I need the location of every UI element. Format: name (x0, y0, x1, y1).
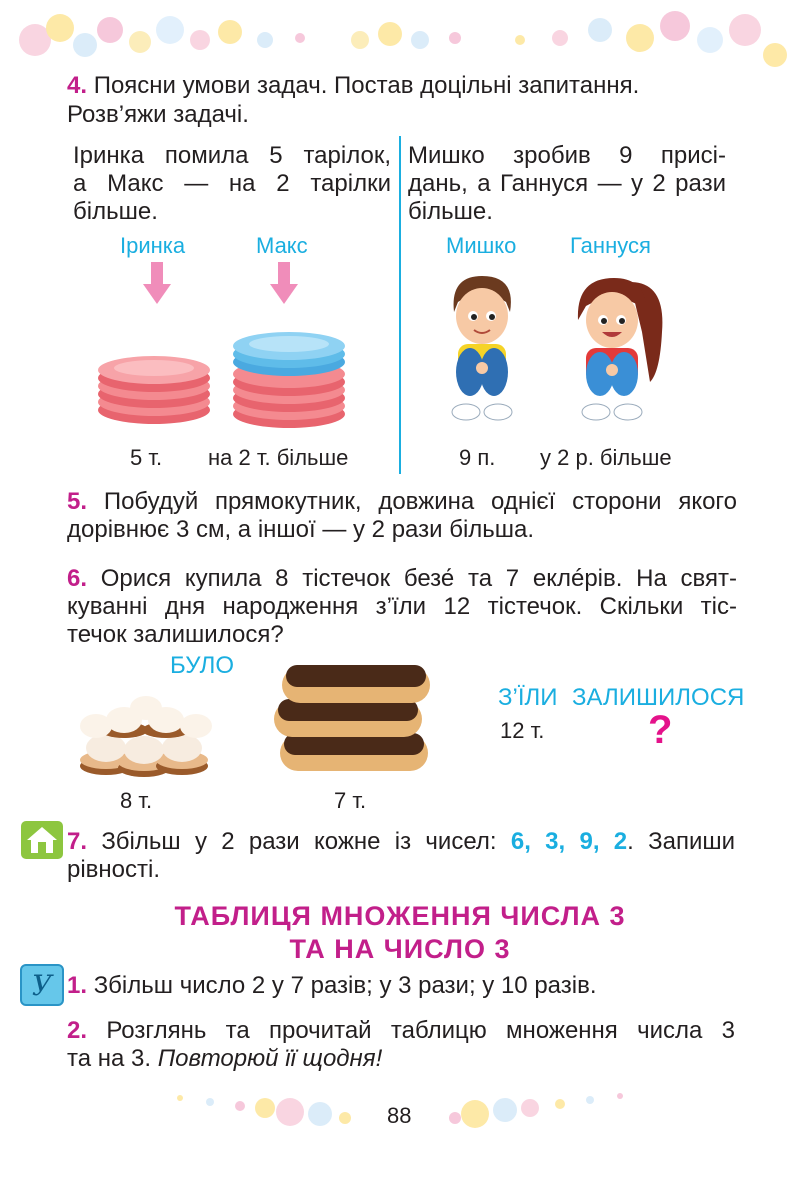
down-arrow-icon (270, 262, 298, 304)
task5-line1 (67, 488, 737, 516)
task2-line1 (67, 1017, 735, 1045)
down-arrow-icon (143, 262, 171, 304)
task5-text: Побудуй прямокутник, довжина однієї сторони якого (103, 488, 738, 515)
task2-line2 (67, 1045, 735, 1073)
task7-numbers: 6, 3, 9, 2 (510, 828, 628, 855)
task2-plain: та на 3. (67, 1045, 152, 1072)
task4-text: Поясни умови задач. Постав доцільні запитання. (93, 72, 640, 99)
vertical-divider (399, 136, 401, 474)
left-text-line: а Макс — на 2 тарілки (73, 170, 391, 197)
task-number: 1. (67, 972, 88, 999)
left-problem-text (73, 142, 391, 226)
task-number: 2. (67, 1017, 88, 1044)
task6-line3: течок залишилося? (67, 621, 284, 648)
task7-text-end: . Запиши (627, 828, 736, 855)
caption-times2: у 2 р. більше (540, 445, 672, 470)
ate-label: З’ЇЛИ (498, 684, 558, 711)
caption-7t: 7 т. (334, 788, 367, 813)
task7-line1 (67, 828, 735, 856)
girl-squatting-image (570, 272, 670, 428)
boy-squatting-image (440, 272, 524, 428)
task4-line2: Розв’яжи задачі. (67, 101, 249, 128)
task1-text: Збільш число 2 у 7 разів; у 3 рази; у 10 разів. (93, 972, 597, 999)
name-maks: Макс (256, 233, 308, 258)
right-text-line: більше. (408, 198, 493, 225)
task2-text: Розглянь та прочитай таблицю множення числа 3 (106, 1017, 736, 1044)
caption-9p: 9 п. (459, 445, 496, 470)
task6-text: Орися купила 8 тістечок безе́ та 7 еклéрів. На свят- (100, 565, 737, 592)
left-text-line: більше. (73, 198, 158, 225)
task-number: 7. (67, 828, 88, 855)
was-label: БУЛО (170, 652, 235, 679)
name-myshko: Мишко (446, 233, 517, 258)
task-number: 6. (67, 565, 88, 592)
task7-line2: рівності. (67, 856, 161, 883)
caption-plus2: на 2 т. більше (208, 445, 349, 470)
name-hannusia: Ганнуся (570, 233, 651, 258)
home-icon (20, 820, 64, 860)
section-heading (100, 900, 700, 966)
task4-line1 (67, 72, 732, 100)
question-mark: ? (648, 708, 673, 752)
page-number: 88 (387, 1103, 412, 1128)
task6-line2: куванні дня народження з’їли 12 тістечок. Скільки тіс- (67, 593, 737, 620)
top-decoration (0, 0, 800, 70)
task2-italic: Повторюй її щодня! (157, 1045, 383, 1072)
right-text-line: Мишко зробив 9 присі- (408, 142, 726, 169)
ate-value: 12 т. (500, 718, 545, 743)
plates-stack-image (230, 322, 348, 432)
right-text-line: дань, а Ганнуся — у 2 рази (408, 170, 726, 197)
svg-text:У: У (31, 969, 53, 1002)
name-irynka: Іринка (120, 233, 186, 258)
oral-task-icon (20, 964, 64, 1006)
task6 (67, 565, 737, 649)
left-label: ЗАЛИШИЛОСЯ (572, 684, 745, 711)
task1 (67, 972, 597, 1000)
task-number: 4. (67, 72, 88, 99)
left-text-line: Іринка помила 5 тарілок, (73, 142, 391, 169)
caption-8t: 8 т. (120, 788, 153, 813)
task-number: 5. (67, 488, 88, 515)
task5-line2: дорівнює 3 см, а іншої — у 2 рази більша. (67, 516, 535, 543)
caption-5t: 5 т. (130, 445, 163, 470)
task2 (67, 1017, 735, 1073)
right-problem-text (408, 142, 726, 226)
task7 (67, 828, 735, 884)
meringues-image (66, 690, 222, 778)
plates-stack-image (95, 340, 213, 430)
task7-text: Збільш у 2 рази кожне із чисел: (101, 828, 497, 855)
task5 (67, 488, 737, 544)
heading-line1: ТАБЛИЦЯ МНОЖЕННЯ ЧИСЛА 3 (174, 901, 626, 931)
task6-line1 (67, 565, 737, 593)
heading-line2: ТА НА ЧИСЛО 3 (289, 934, 511, 964)
eclairs-image (268, 655, 434, 780)
